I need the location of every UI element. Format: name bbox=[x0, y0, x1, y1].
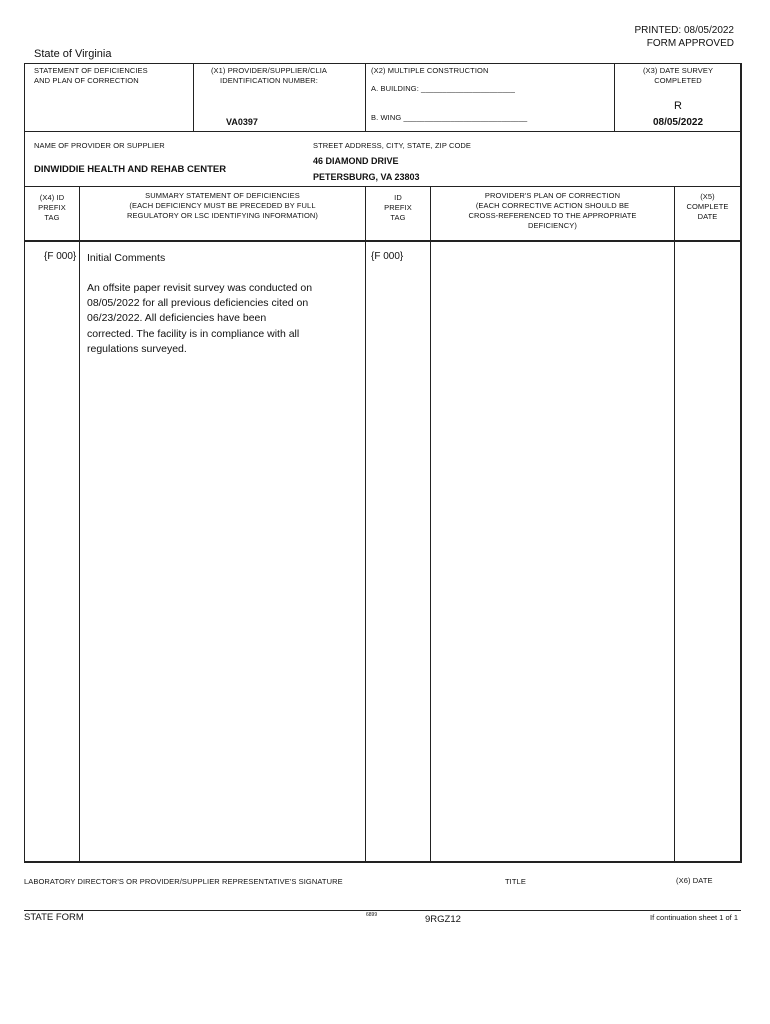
x4-header: (X4) ID PREFIX TAG bbox=[38, 193, 66, 222]
wing-label: B. WING _____________________________ bbox=[371, 113, 528, 122]
plan-header: PROVIDER'S PLAN OF CORRECTION (EACH CORRECTIVE ACTION SHOULD BE CROSS-REFERENCED TO THE APPROPRIATE DEFICIENCY) bbox=[468, 191, 637, 230]
date-label: (X6) DATE bbox=[676, 876, 713, 885]
entry-body: An offsite paper revisit survey was conducted on 08/05/2022 for all previous deficiencies cited on 06/23/2022. All deficiencies have been corrected. The facility is in compliance with all regulations surveyed. bbox=[87, 282, 313, 355]
plan-tag: {F 000} bbox=[371, 251, 404, 262]
survey-code: R bbox=[674, 100, 682, 112]
provider-name-label: NAME OF PROVIDER OR SUPPLIER bbox=[34, 141, 165, 150]
address-label: STREET ADDRESS, CITY, STATE, ZIP CODE bbox=[313, 141, 472, 150]
state-name: State of Virginia bbox=[34, 48, 112, 60]
address-line-2: PETERSBURG, VA 23803 bbox=[313, 172, 420, 182]
statement-label: STATEMENT OF DEFICIENCIES AND PLAN OF CORRECTION bbox=[34, 66, 148, 85]
provider-name: DINWIDDIE HEALTH AND REHAB CENTER bbox=[34, 164, 227, 175]
form-number: 6899 bbox=[366, 912, 378, 918]
footer-divider bbox=[24, 910, 741, 911]
summary-header: SUMMARY STATEMENT OF DEFICIENCIES (EACH DEFICIENCY MUST BE PRECEDED BY FULL REGULATORY OR LSC IDENTIFYING INFORMATION) bbox=[126, 191, 319, 220]
state-form-label: STATE FORM bbox=[24, 912, 84, 923]
form-approved: FORM APPROVED bbox=[646, 38, 734, 49]
continuation-sheet: If continuation sheet 1 of 1 bbox=[650, 913, 738, 922]
entry-title: Initial Comments bbox=[87, 252, 166, 264]
id-header: ID PREFIX TAG bbox=[384, 193, 412, 222]
entry-tag: {F 000} bbox=[44, 251, 77, 262]
provider-id: VA0397 bbox=[226, 117, 258, 127]
x1-label: (X1) PROVIDER/SUPPLIER/CLIA IDENTIFICATION NUMBER: bbox=[210, 66, 328, 85]
x3-label: (X3) DATE SURVEY COMPLETED bbox=[642, 66, 714, 85]
title-label: TITLE bbox=[505, 877, 526, 886]
survey-date: 08/05/2022 bbox=[652, 117, 704, 128]
building-label: A. BUILDING: ______________________ bbox=[371, 84, 516, 93]
address-line-1: 46 DIAMOND DRIVE bbox=[313, 156, 399, 166]
event-id: 9RGZ12 bbox=[425, 914, 461, 925]
x2-label: (X2) MULTIPLE CONSTRUCTION bbox=[371, 66, 489, 75]
printed-date: PRINTED: 08/05/2022 bbox=[634, 25, 734, 36]
x5-header: (X5) COMPLETE DATE bbox=[686, 192, 729, 221]
signature-label: LABORATORY DIRECTOR'S OR PROVIDER/SUPPLIER REPRESENTATIVE'S SIGNATURE bbox=[24, 877, 343, 886]
